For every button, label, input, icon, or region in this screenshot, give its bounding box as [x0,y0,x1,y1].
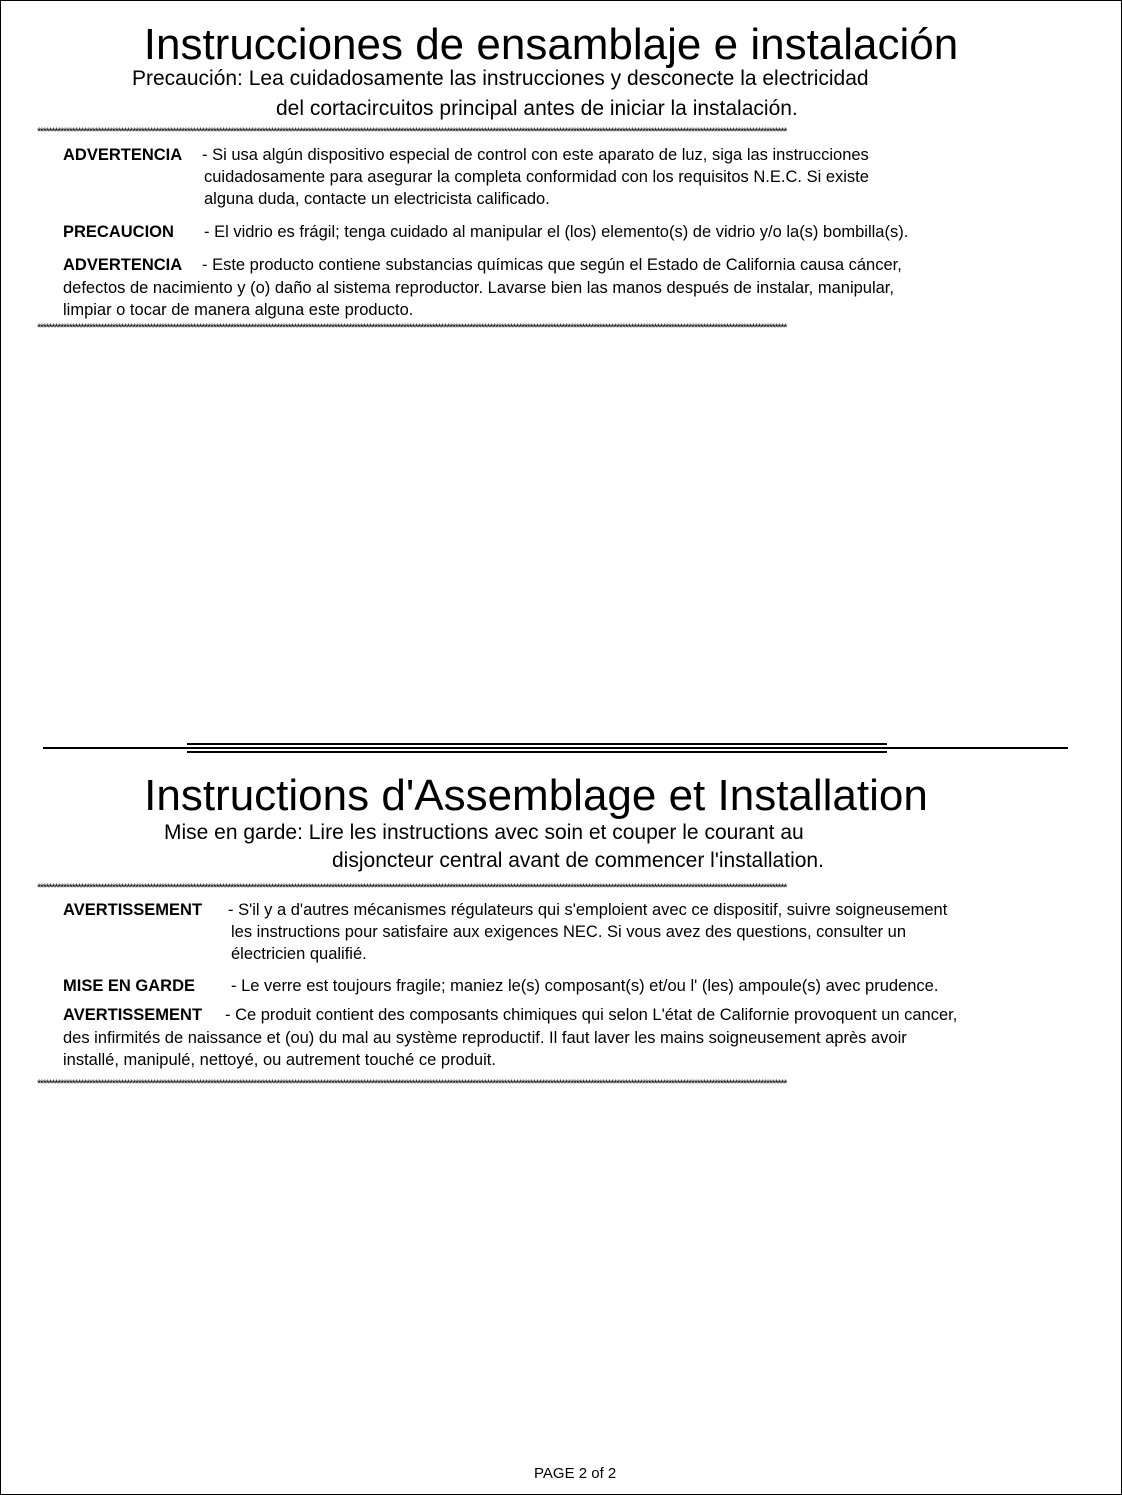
spanish-warning2-line: limpiar o tocar de manera alguna este producto. [63,301,414,319]
spanish-caution-text: - El vidrio es frágil; tenga cuidado al manipular el (los) elemento(s) de vidrio y/o la(s) bombilla(s). [204,223,909,241]
separator: ******************************************************************************************************************************************************************************************************************************************************************** [37,127,786,138]
french-warning1-line: les instructions pour satisfaire aux exigences NEC. Si vous avez des questions, consulter un [231,923,907,941]
french-warning1-label: AVERTISSEMENT [63,901,203,919]
spanish-warning1-line: - Si usa algún dispositivo especial de control con este aparato de luz, siga las instrucciones [202,146,869,164]
spanish-warning2-label: ADVERTENCIA [63,256,183,274]
french-caution-label: MISE EN GARDE [63,977,196,995]
french-warning2-label: AVERTISSEMENT [63,1006,203,1024]
spanish-warning1-line: cuidadosamente para asegurar la completa conformidad con los requisitos N.E.C. Si existe [204,168,869,186]
french-warning1-line: électricien qualifié. [231,945,367,963]
spanish-warning2-line: - Este producto contiene substancias químicas que según el Estado de California causa cáncer, [202,256,902,274]
french-caution-line1: Mise en garde: Lire les instructions avec soin et couper le courant au [164,821,804,844]
separator: ******************************************************************************************************************************************************************************************************************************************************************** [37,1079,786,1090]
spanish-title: Instrucciones de ensamblaje e instalación [143,20,959,69]
spanish-warning1-label: ADVERTENCIA [63,146,183,164]
spanish-warning1-line: alguna duda, contacte un electricista calificado. [204,190,550,208]
separator: ******************************************************************************************************************************************************************************************************************************************************************** [37,883,786,894]
french-warning2-line: installé, manipulé, nettoyé, ou autrement touché ce produit. [63,1051,496,1069]
french-warning2-line: des infirmités de naissance et (ou) du mal au système reproductif. Il faut laver les mains soigneusement après avoir [63,1029,907,1047]
spanish-warning2-line: defectos de nacimiento y (o) daño al sistema reproductor. Lavarse bien las manos después de instalar, manipular, [63,279,894,297]
french-warning2-line: - Ce produit contient des composants chimiques qui selon L'état de Californie provoquent un cancer, [225,1006,958,1024]
french-warning1-line: - S'il y a d'autres mécanismes régulateurs qui s'emploient avec ce dispositif, suivre soigneusement [228,901,948,919]
divider-line [187,743,887,745]
separator: ******************************************************************************************************************************************************************************************************************************************************************** [37,323,786,334]
divider-line [187,751,887,753]
french-caution-text: - Le verre est toujours fragile; maniez le(s) composant(s) et/ou l' (les) ampoule(s) avec prudence. [231,977,939,995]
page-number: PAGE 2 of 2 [534,1465,617,1482]
french-title: Instructions d'Assemblage et Installation [144,771,928,820]
spanish-caution-line2: del cortacircuitos principal antes de iniciar la instalación. [276,97,798,120]
spanish-caution-line1: Precaución: Lea cuidadosamente las instrucciones y desconecte la electricidad [132,67,869,90]
spanish-caution-label: PRECAUCION [63,223,174,241]
divider-line [43,747,1068,749]
french-caution-line2: disjoncteur central avant de commencer l'installation. [332,849,824,872]
